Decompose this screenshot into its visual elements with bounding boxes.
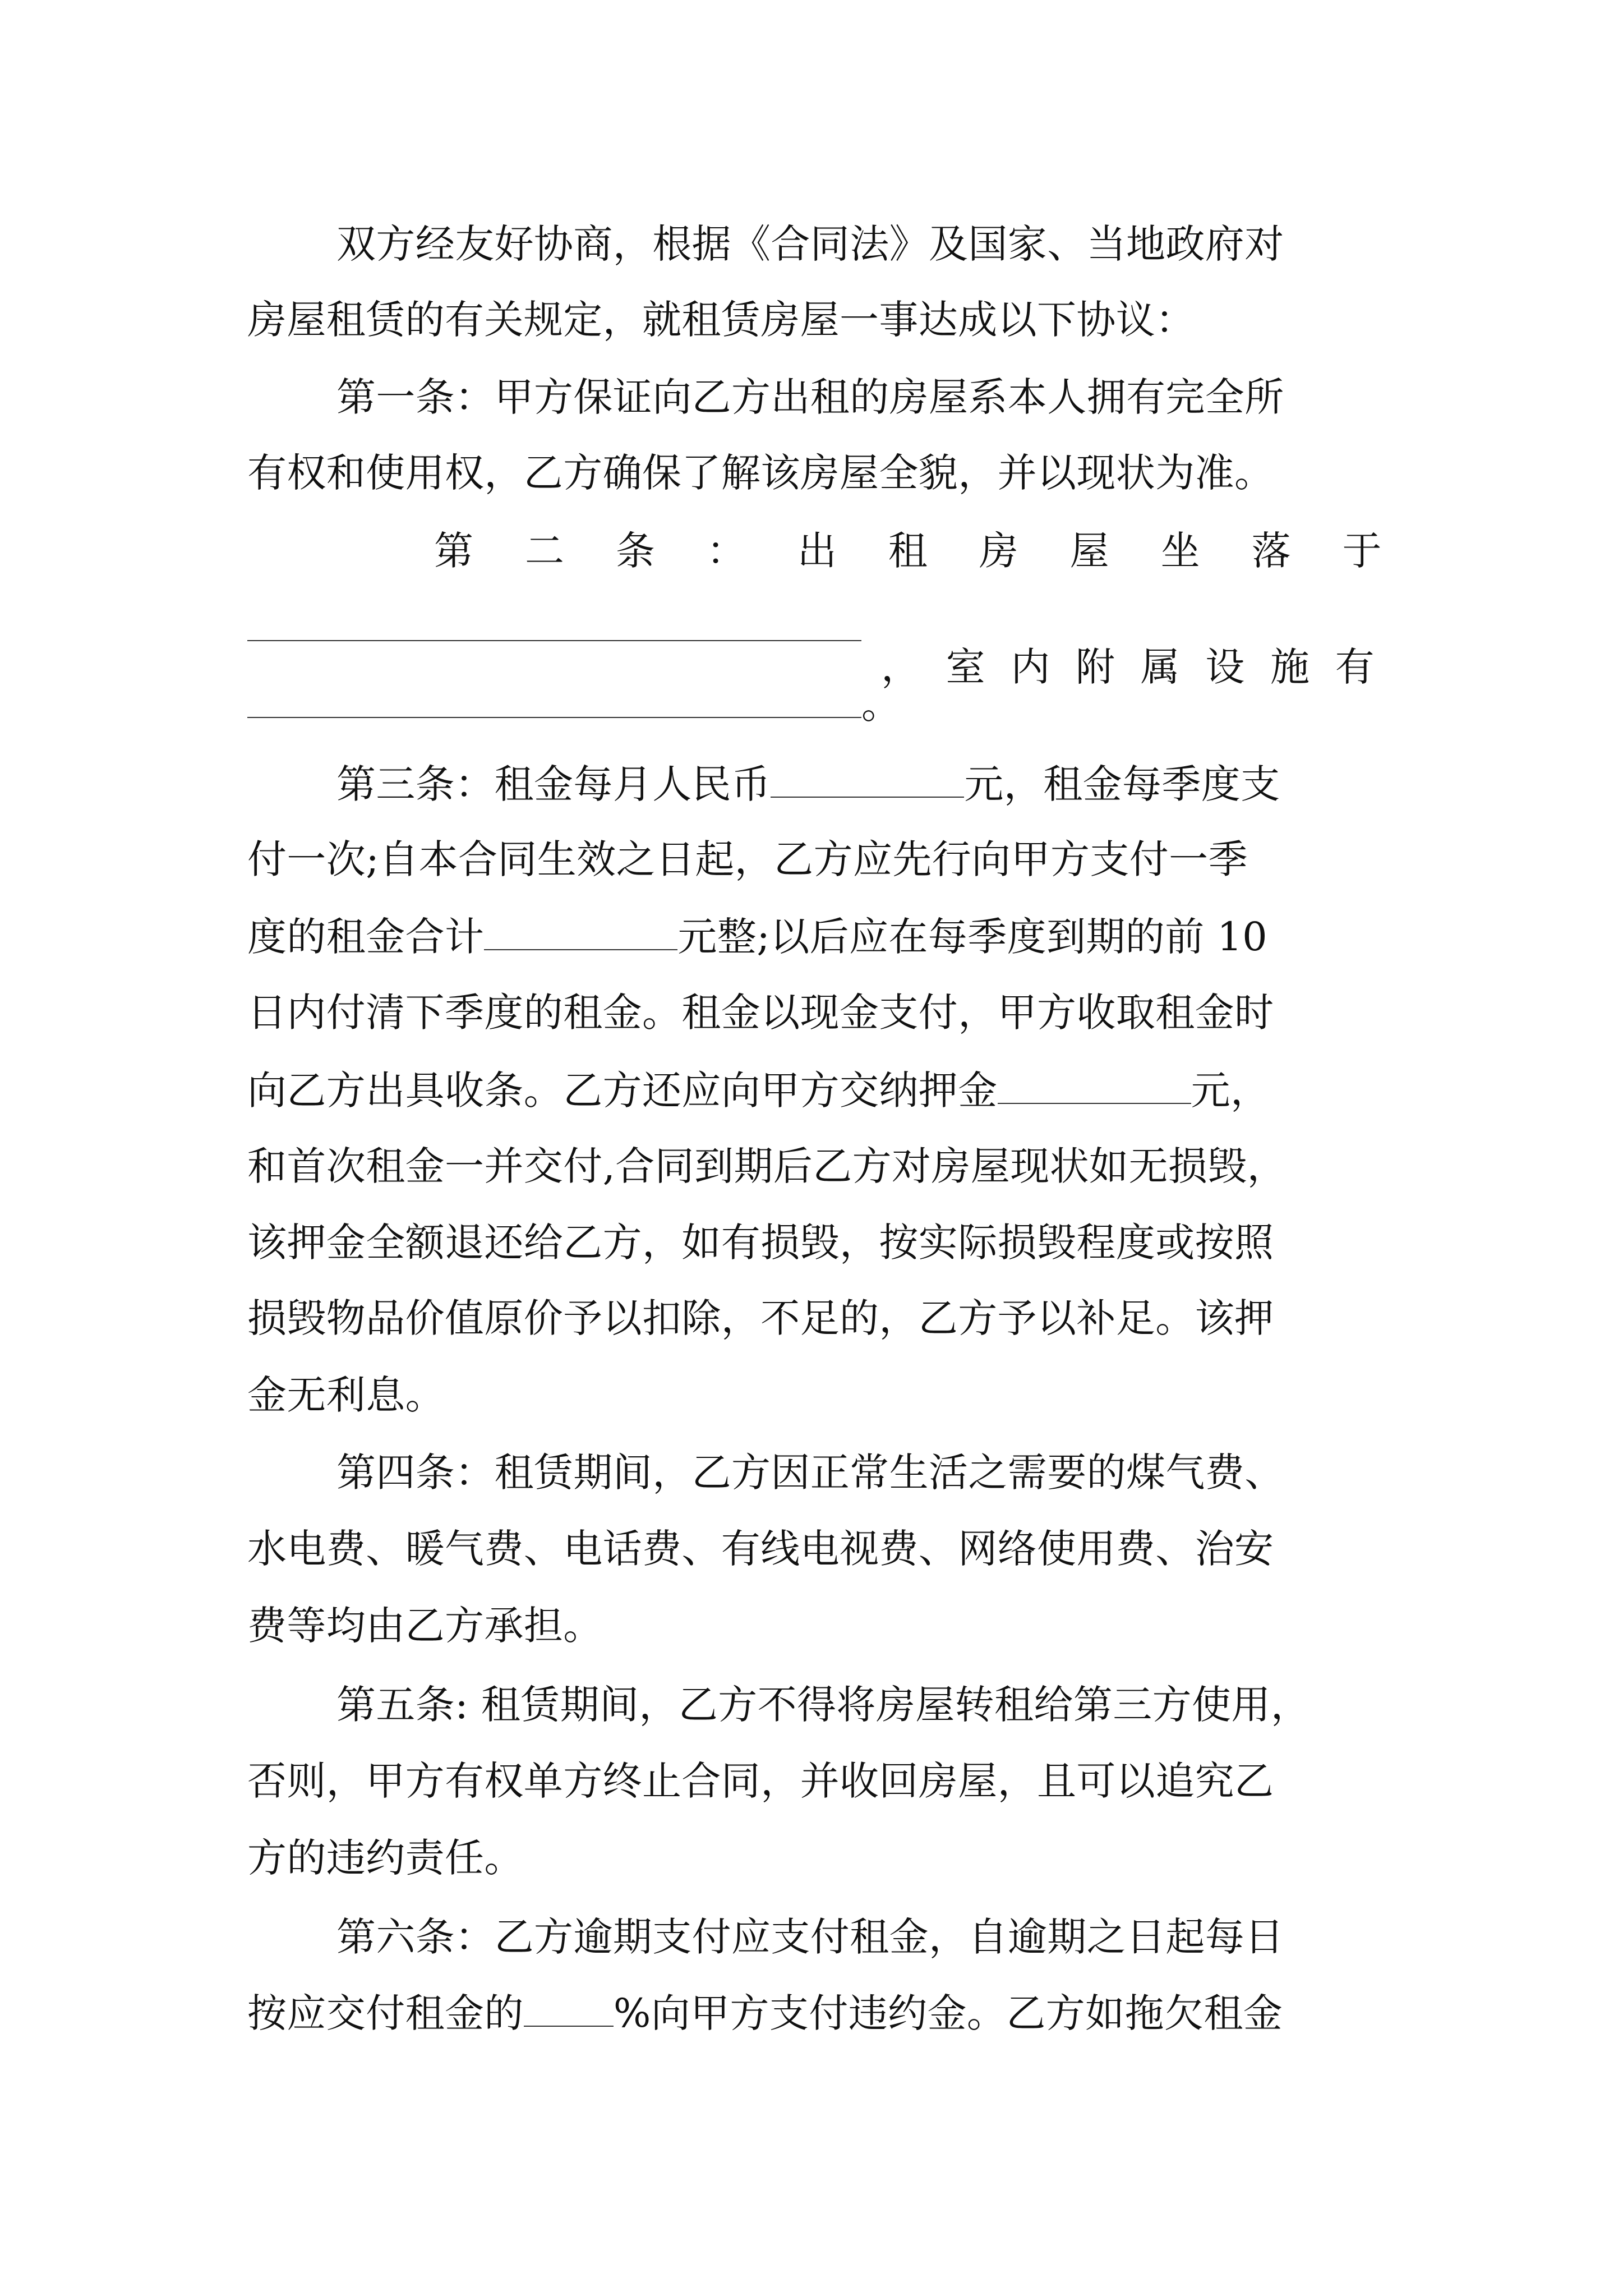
art3-l1-a: 第三条：租金每月人民币 [336, 761, 771, 807]
article-3-line-4: 日内付清下季度的租金。租金以现金支付，甲方收取租金时 [247, 990, 1274, 1036]
article-2-line-1 [434, 528, 1382, 574]
article-3-line-6: 和首次租金一并交付,合同到期后乙方对房屋现状如无损毁， [247, 1143, 1287, 1189]
article-3-line-7: 该押金全额退还给乙方，如有损毁，按实际损毁程度或按照 [247, 1220, 1274, 1266]
article-3-line-2: 付一次;自本合同生效之日起，乙方应先行向甲方支付一季 [247, 836, 1248, 882]
location-blank [247, 608, 861, 641]
art2-char: ： [706, 528, 746, 574]
art3-l5-b: 元， [1191, 1068, 1270, 1114]
article-2-line-2 [247, 608, 1375, 690]
article-2-line-3 [247, 682, 901, 728]
article-5-line-3: 方的违约责任。 [247, 1835, 524, 1881]
article-3-line-1 [336, 761, 1280, 807]
article-4-line-3: 费等均由乙方承担。 [247, 1603, 603, 1649]
monthly-rent-blank [771, 764, 964, 798]
art2-char: 二 [524, 528, 565, 574]
article-3-line-3 [247, 914, 1268, 960]
art2-mid-char: 设 [1205, 644, 1245, 690]
art2-char: 租 [888, 528, 928, 574]
article-2-end: 。 [861, 682, 901, 728]
art2-char: 落 [1251, 528, 1291, 574]
penalty-rate-blank [524, 1993, 614, 2027]
art2-char: 坐 [1160, 528, 1201, 574]
article-6-line-2 [247, 1990, 1283, 2036]
art2-mid-char: ， [881, 644, 921, 690]
article-1-line-1: 第一条：甲方保证向乙方出租的房屋系本人拥有完全所 [336, 374, 1284, 420]
article-5-line-2: 否则，甲方有权单方终止合同，并收回房屋，且可以追究乙 [247, 1758, 1274, 1804]
art3-l3-b: 元整;以后应在每季度到期的前 10 [677, 914, 1268, 960]
art3-l5-a: 向乙方出具收条。乙方还应向甲方交纳押金 [247, 1068, 998, 1114]
art2-mid-char: 内 [1011, 644, 1050, 690]
article-4-line-2: 水电费、暖气费、电话费、有线电视费、网络使用费、治安 [247, 1526, 1274, 1572]
article-5-line-1: 第五条: 租赁期间，乙方不得将房屋转租给第三方使用， [336, 1682, 1311, 1728]
art6-l2-b: %向甲方支付违约金。乙方如拖欠租金 [613, 1990, 1283, 2036]
art2-char: 条 [615, 528, 656, 574]
article-4-line-1: 第四条：租赁期间，乙方因正常生活之需要的煤气费、 [336, 1450, 1284, 1496]
art2-mid-char: 属 [1140, 644, 1181, 690]
article-3-line-8: 损毁物品价值原价予以扣除，不足的，乙方予以补足。该押 [247, 1295, 1274, 1341]
article-6-line-1: 第六条：乙方逾期支付应支付租金，自逾期之日起每日 [336, 1914, 1284, 1960]
art2-mid-char: 室 [946, 644, 986, 690]
article-3-line-9: 金无利息。 [247, 1372, 445, 1418]
art2-char: 第 [434, 528, 474, 574]
art3-l1-b: 元，租金每季度支 [964, 761, 1280, 807]
art2-char: 于 [1342, 528, 1382, 574]
art6-l2-a: 按应交付租金的 [247, 1990, 524, 2036]
facilities-blank [247, 684, 861, 718]
article-1-line-2: 有权和使用权，乙方确保了解该房屋全貌，并以现状为准。 [247, 450, 1274, 496]
intro-line-1: 双方经友好协商，根据《合同法》及国家、当地政府对 [336, 221, 1284, 267]
art2-mid-char: 施 [1270, 644, 1310, 690]
art2-char: 房 [979, 528, 1019, 574]
art2-mid-char: 附 [1075, 644, 1115, 690]
art2-char: 屋 [1069, 528, 1110, 574]
art2-mid-char: 有 [1335, 644, 1375, 690]
quarter-rent-blank [484, 917, 677, 950]
intro-line-2: 房屋租赁的有关规定，就租赁房屋一事达成以下协议： [247, 297, 1195, 343]
art3-l3-a: 度的租金合计 [247, 914, 485, 960]
article-3-line-5 [247, 1068, 1270, 1114]
facilities-label [881, 644, 1375, 690]
art2-char: 出 [797, 528, 837, 574]
deposit-blank [998, 1070, 1191, 1104]
